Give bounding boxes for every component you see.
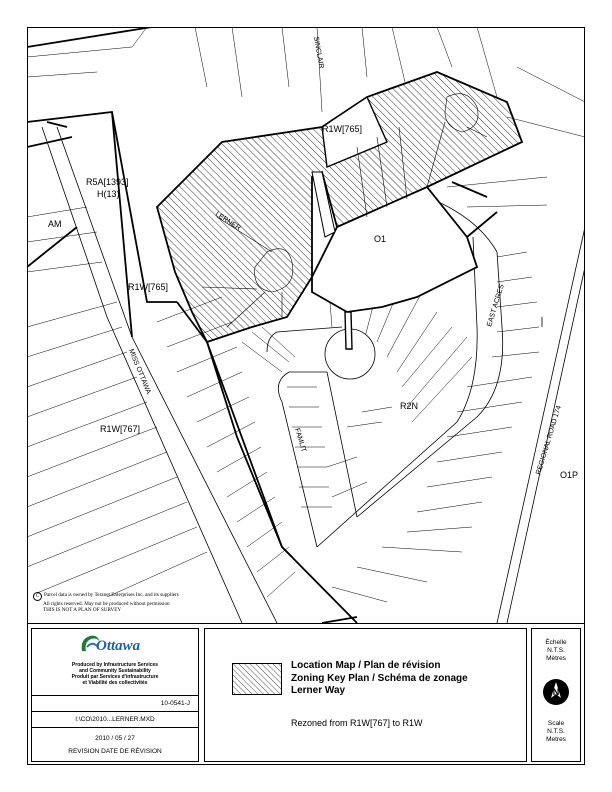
scale-panel [531,628,581,762]
producer-line-4: et Viabilité des collectivités [82,680,148,686]
scale-fr-line-3: Mètres [546,655,566,662]
scale-english [532,720,580,744]
street-label-famlit: FAMLIT [293,427,307,454]
zone-label-r1w767: R1W[767] [100,424,141,434]
north-letter: N [552,687,560,697]
scale-en-line-3: Metres [546,736,566,743]
scale-french [532,639,580,663]
zone-label-h13: H(13) [97,189,120,199]
scale-en-line-1: Scale [547,720,565,727]
walkway [345,312,352,349]
zone-label-r5a1393: R5A[1393] [86,177,129,187]
scale-en-line-2: N.T.S. [547,728,565,735]
zoning-map [27,27,585,623]
producer-line-3: Produit par Services d'infrastructure [71,674,159,680]
title-line-3: Lerner Way [291,685,346,696]
copyright-icon: C [33,592,42,601]
legend-hatch-swatch [232,663,282,695]
street-label-miss-ottawa: MISS OTTAWA [127,348,152,396]
producer-line-2: and Community Sustainability [79,668,151,674]
street-label-east-acres: EAST ACRES [486,283,506,328]
copyright-line-2: All rights reserved. May not be produced without permission [43,601,170,607]
zone-label-am: AM [48,219,62,229]
rezoned-note: Rezoned from R1W[767] to R1W [291,718,423,728]
producer-line-1: Produced by Infrastructure Services [71,662,159,668]
street-label-lerner: LERNER [213,210,242,233]
street-label-regional-road: REGIONAL ROAD 174 [535,404,563,476]
logo-text: Ottawa [96,638,141,654]
copyright-line-1 [33,592,263,601]
copyright-line-3: THIS IS NOT A PLAN OF SURVEY [43,607,122,614]
file-path: I:\CO\2010...LERNER.MXD [32,711,198,727]
producer-panel [31,628,199,762]
street-label-sinclair: SINCLAIR [312,36,325,70]
zone-label-r1w765-top: R1W[765] [322,124,363,134]
revision-label: REVISION DATE DE RÉVISION [68,748,162,755]
zone-label-r2n: R2N [400,401,419,411]
title-line-2: Zoning Key Plan / Schéma de zonage [291,672,468,684]
title-line-1: Location Map / Plan de révision [291,660,441,671]
producer-text [32,662,198,686]
ottawa-logo [78,633,158,657]
scale-fr-line-2: N.T.S. [547,647,565,654]
zone-label-o1: O1 [374,234,387,244]
road-edges [42,127,585,623]
revision-block [32,727,198,763]
revision-date: 2010 / 05 / 27 [95,735,135,742]
copyright-notice [33,592,263,613]
map-titles [291,660,468,698]
map-canvas [27,27,585,623]
zone-label-o1p: O1P [560,470,579,480]
copyright-text-1: Parcel data is owned by Teranet Enterprises Inc. and its suppliers [44,592,179,598]
title-block [27,623,585,765]
scale-fr-line-1: Échelle [545,639,567,646]
north-arrow-icon [542,678,570,706]
zone-label-r1w765-left: R1W[765] [128,282,169,292]
title-panel [204,628,527,762]
file-number: 10-0541-J [32,695,198,711]
